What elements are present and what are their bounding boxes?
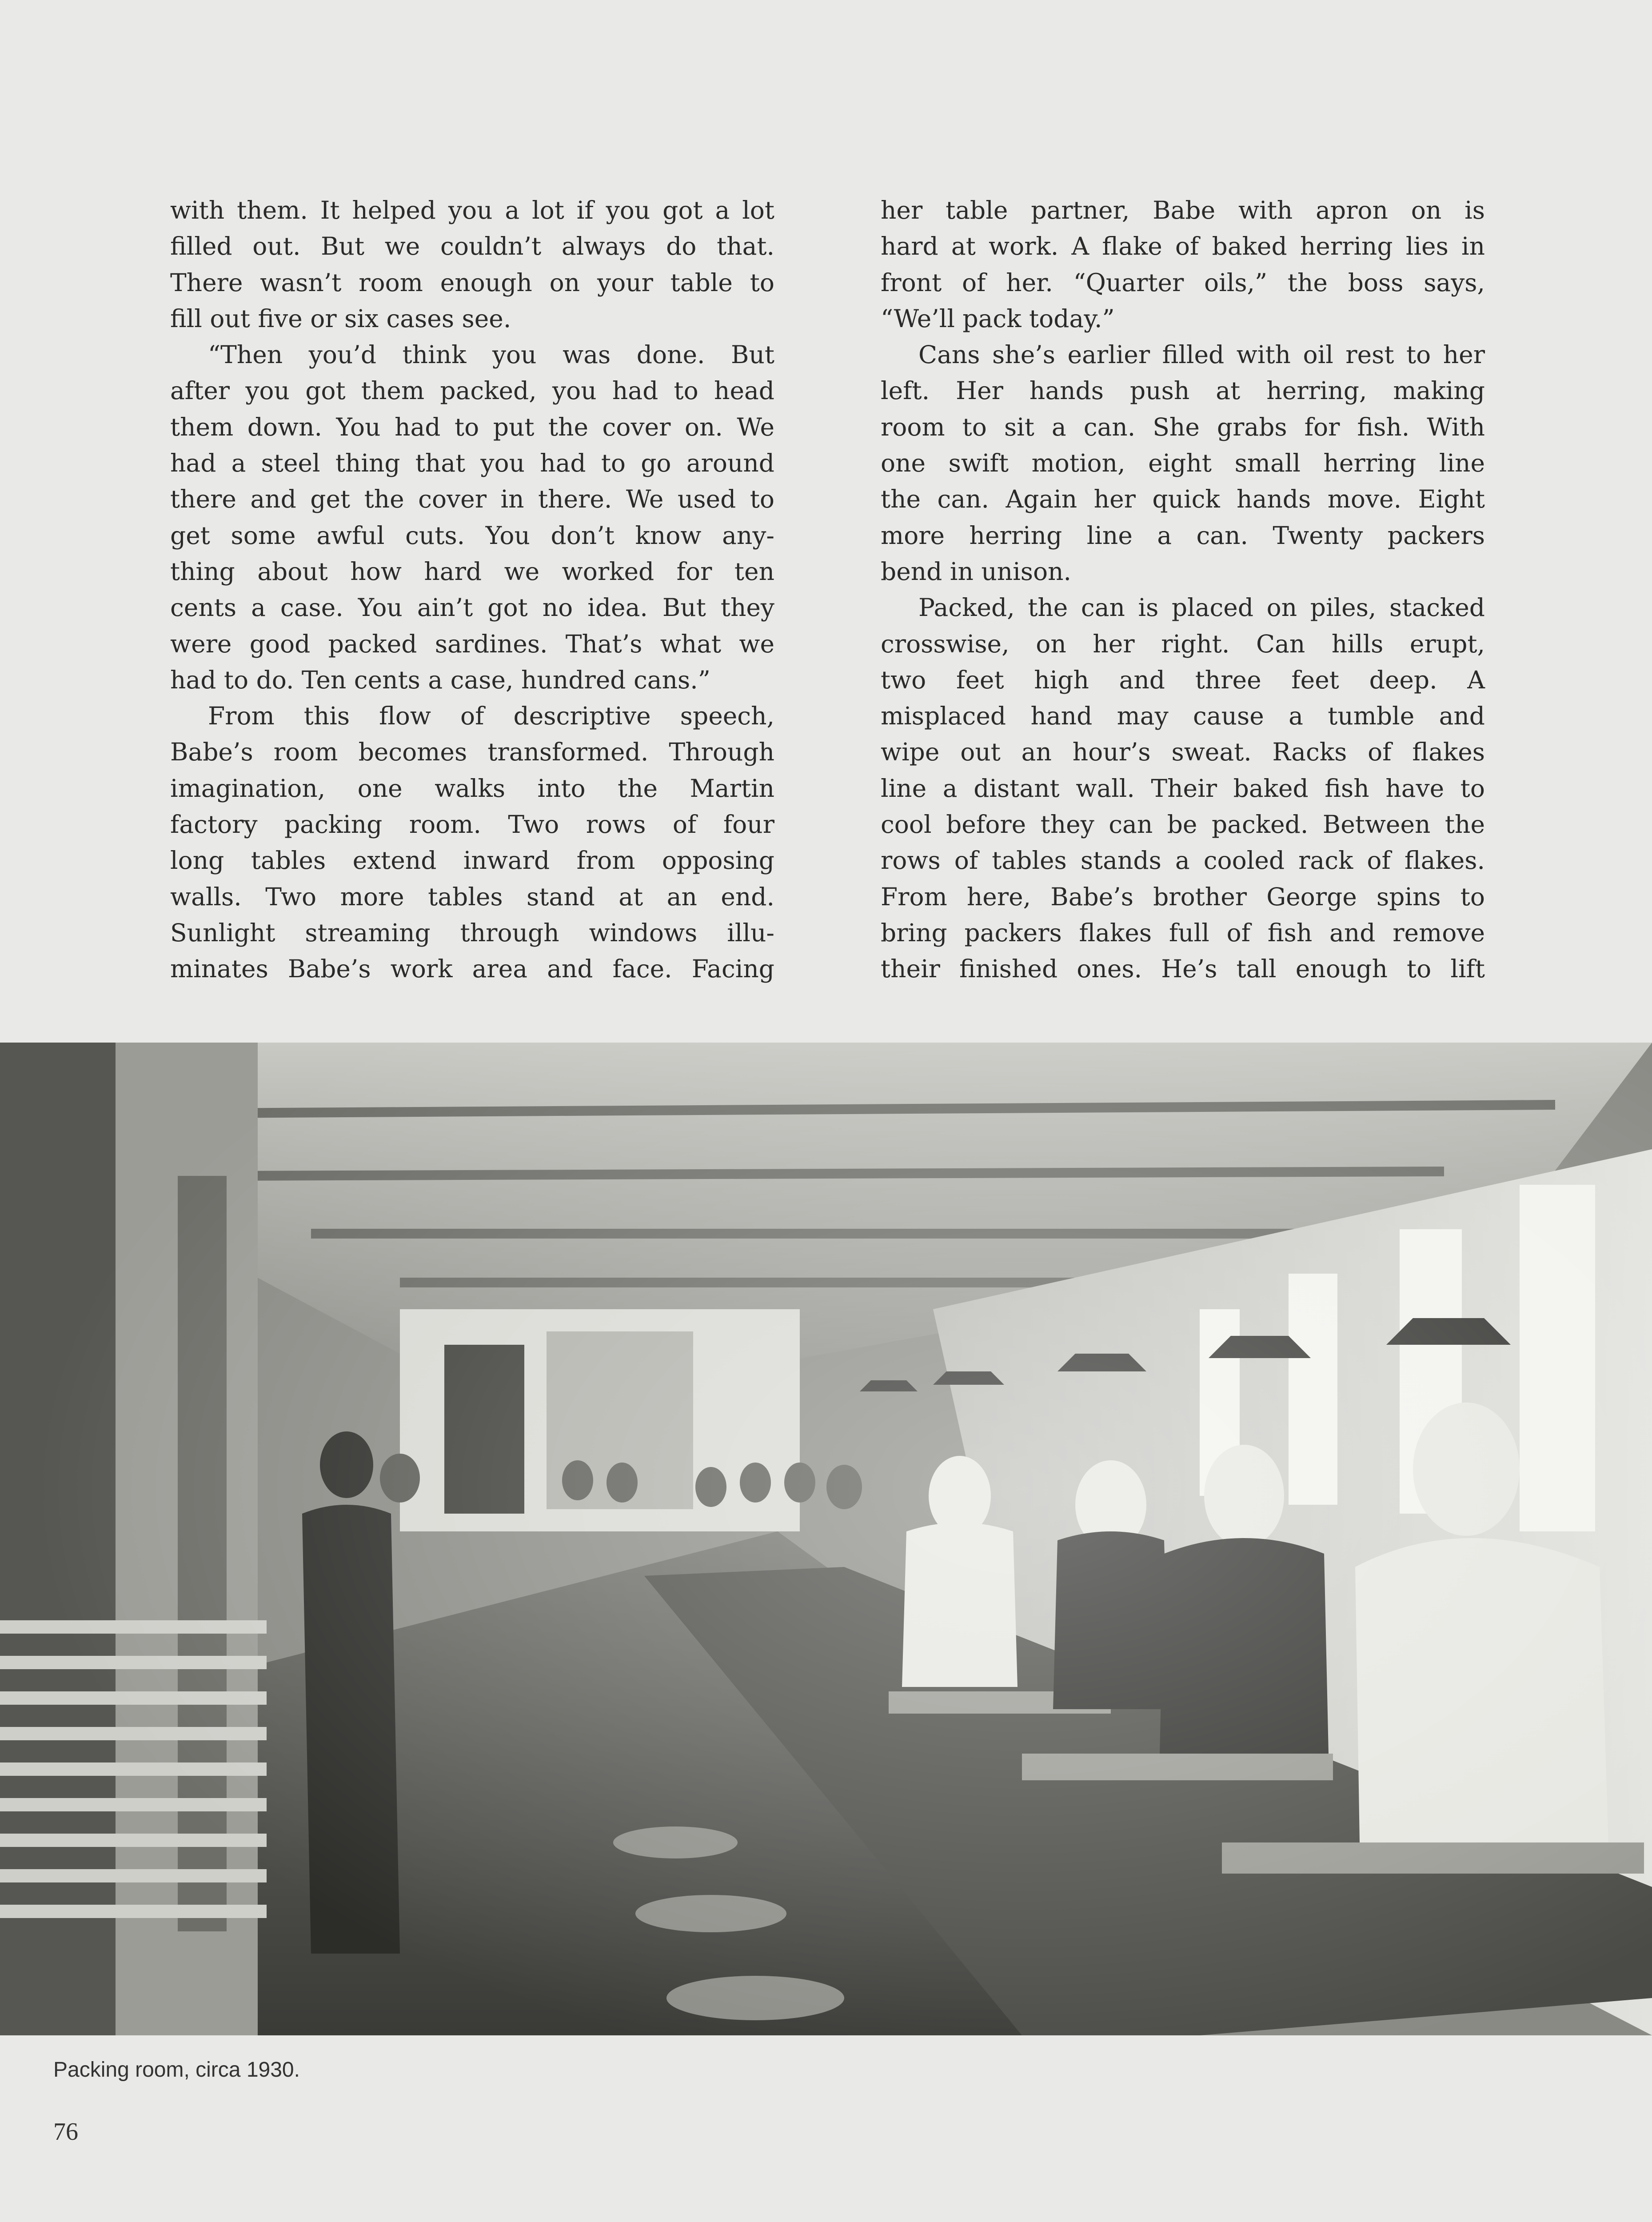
text-line: two feet high and three feet deep. A bbox=[881, 665, 1485, 694]
text-line: There wasn’t room enough on your table to bbox=[170, 268, 774, 297]
text-line: long tables extend inward from opposing bbox=[170, 846, 774, 875]
text-line: hard at work. A flake of baked herring lies in bbox=[881, 232, 1485, 261]
text-line: misplaced hand may cause a tumble and bbox=[881, 702, 1485, 731]
page-number: 76 bbox=[53, 2118, 78, 2146]
text-line: bring packers flakes full of fish and remove bbox=[881, 918, 1485, 947]
text-line: their finished ones. He’s tall enough to lift bbox=[881, 955, 1485, 983]
text-line: more herring line a can. Twenty packers bbox=[881, 521, 1485, 550]
text-line: were good packed sardines. That’s what we bbox=[170, 629, 774, 658]
text-line: Cans she’s earlier filled with oil rest to her bbox=[918, 340, 1485, 369]
text-line: walls. Two more tables stand at an end. bbox=[170, 882, 774, 911]
text-line: thing about how hard we worked for ten bbox=[170, 557, 774, 586]
text-line: From this flow of descriptive speech, bbox=[208, 702, 774, 731]
left-text-column bbox=[170, 192, 774, 987]
text-line: “We’ll pack today.” bbox=[881, 304, 1115, 333]
text-line: Packed, the can is placed on piles, stacked bbox=[918, 593, 1485, 622]
text-line: room to sit a can. She grabs for fish. With bbox=[881, 412, 1485, 441]
text-line: crosswise, on her right. Can hills erupt, bbox=[881, 629, 1485, 658]
text-line: had to do. Ten cents a case, hundred cans.” bbox=[170, 665, 710, 694]
text-line: “Then you’d think you was done. But bbox=[208, 340, 774, 369]
text-line: cool before they can be packed. Between the bbox=[881, 810, 1485, 839]
text-line: had a steel thing that you had to go around bbox=[170, 449, 774, 478]
text-line: with them. It helped you a lot if you got a lot bbox=[170, 196, 774, 224]
text-line: Babe’s room becomes transformed. Through bbox=[170, 738, 774, 767]
text-line: imagination, one walks into the Martin bbox=[170, 774, 774, 803]
text-line: front of her. “Quarter oils,” the boss says, bbox=[881, 268, 1485, 297]
text-line: fill out five or six cases see. bbox=[170, 304, 511, 333]
text-line: the can. Again her quick hands move. Eight bbox=[881, 485, 1485, 514]
text-line: cents a case. You ain’t got no idea. But they bbox=[170, 593, 774, 622]
text-line: bend in unison. bbox=[881, 557, 1072, 586]
text-line: filled out. But we couldn’t always do that. bbox=[170, 232, 774, 261]
text-line: left. Her hands push at herring, making bbox=[881, 376, 1485, 405]
text-line: one swift motion, eight small herring line bbox=[881, 449, 1485, 478]
text-line: factory packing room. Two rows of four bbox=[170, 810, 774, 839]
text-line: minates Babe’s work area and face. Facing bbox=[170, 955, 774, 983]
text-line: wipe out an hour’s sweat. Racks of flakes bbox=[881, 738, 1485, 767]
text-line: there and get the cover in there. We used to bbox=[170, 485, 774, 514]
photo-caption: Packing room, circa 1930. bbox=[53, 2058, 300, 2082]
text-line: after you got them packed, you had to head bbox=[170, 376, 774, 405]
text-line: rows of tables stands a cooled rack of flakes. bbox=[881, 846, 1485, 875]
right-text-column bbox=[881, 192, 1485, 987]
text-line: Sunlight streaming through windows illu- bbox=[170, 918, 774, 947]
text-line: From here, Babe’s brother George spins to bbox=[881, 882, 1485, 911]
text-line: them down. You had to put the cover on. We bbox=[170, 412, 774, 441]
text-line: her table partner, Babe with apron on is bbox=[881, 196, 1485, 224]
packing-room-photograph bbox=[0, 1043, 1652, 2035]
text-line: line a distant wall. Their baked fish have to bbox=[881, 774, 1485, 803]
text-line: get some awful cuts. You don’t know any- bbox=[170, 521, 774, 550]
